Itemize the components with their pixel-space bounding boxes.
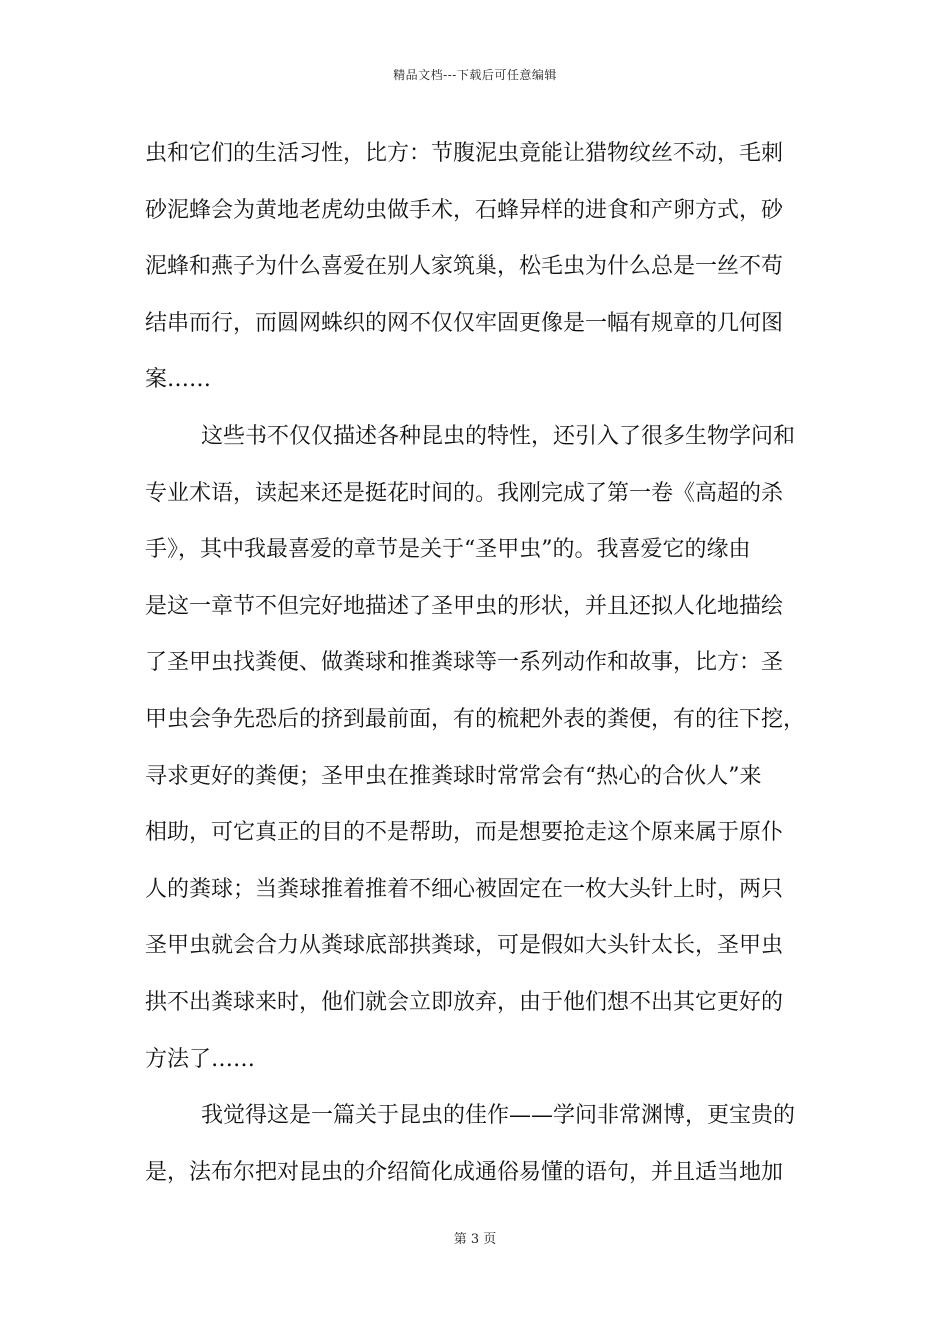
page-number: 第 3 页 <box>453 1232 497 1247</box>
text-line: 是这一章节不但完好地描述了圣甲虫的形状，并且还拟人化地描绘 <box>145 593 784 619</box>
text-line: 案…… <box>145 367 212 393</box>
text-line: 寻求更好的粪便；圣甲虫在推粪球时常常会有“热心的合伙人”来 <box>145 763 762 789</box>
text-line: 是，法布尔把对昆虫的介绍简化成通俗易懂的语句，并且适当地加 <box>145 1159 784 1185</box>
paragraph-start-line: 这些书不仅仅描述各种昆虫的特性，还引入了很多生物学问和 <box>201 423 796 449</box>
text-line: 专业术语，读起来还是挺花时间的。我刚完成了第一卷《高超的杀 <box>145 480 784 506</box>
text-line: 拱不出粪球来时，他们就会立即放弃，由于他们想不出其它更好的 <box>145 989 784 1015</box>
text-line: 泥蜂和燕子为什么喜爱在别人家筑巢，松毛虫为什么总是一丝不苟 <box>145 254 784 280</box>
text-line: 圣甲虫就会合力从粪球底部拱粪球，可是假如大头针太长，圣甲虫 <box>145 933 784 959</box>
paragraph-start-line: 我觉得这是一篇关于昆虫的佳作——学问非常渊博，更宝贵的 <box>201 1103 796 1129</box>
text-line: 了圣甲虫找粪便、做粪球和推粪球等一系列动作和故事，比方：圣 <box>145 650 784 676</box>
page-header: 精品文档---下载后可任意编辑 <box>393 68 557 82</box>
body-text <box>145 126 805 1201</box>
text-line: 人的粪球；当粪球推着推着不细心被固定在一枚大头针上时，两只 <box>145 876 784 902</box>
text-line: 相助，可它真正的目的不是帮助，而是想要抢走这个原来属于原仆 <box>145 820 784 846</box>
text-line: 结串而行，而圆网蛛织的网不仅仅牢固更像是一幅有规章的几何图 <box>145 310 784 336</box>
text-line: 甲虫会争先恐后的挤到最前面，有的梳耙外表的粪便，有的往下挖， <box>145 706 805 732</box>
text-line: 方法了…… <box>145 1046 256 1072</box>
text-line: 手》，其中我最喜爱的章节是关于“圣甲虫”的。我喜爱它的缘由 <box>145 537 751 563</box>
text-line: 虫和它们的生活习性，比方：节腹泥虫竟能让猎物纹丝不动，毛刺 <box>145 141 784 166</box>
text-line: 砂泥蜂会为黄地老虎幼虫做手术，石蜂异样的进食和产卵方式，砂 <box>145 197 784 223</box>
